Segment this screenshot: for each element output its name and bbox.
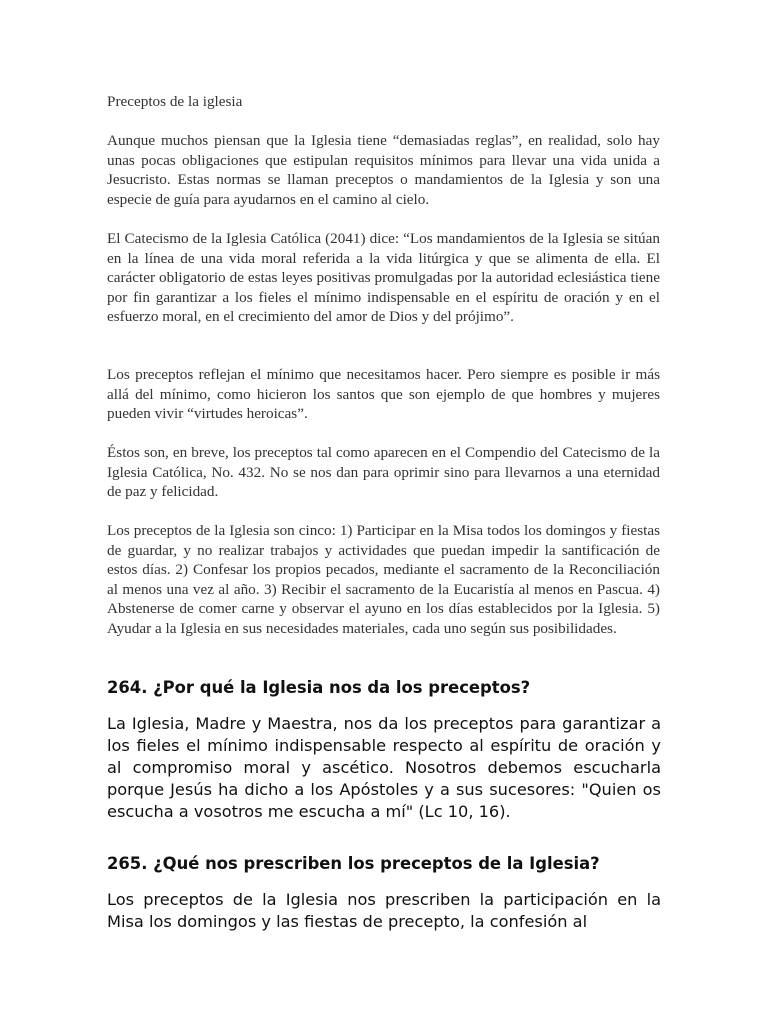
question-264-answer: La Iglesia, Madre y Maestra, nos da los preceptos para garantizar a los fieles el mínimo indispensable respecto al espíritu de oración y al compromiso moral y ascético. Nosotros debemos escucharla porque Jesús ha dicho a los Apóstoles y a sus sucesores: "Quien os escucha a vosotros me escucha a mí" (Lc 10, 16). bbox=[107, 714, 661, 821]
paragraph-cinco-preceptos: Los preceptos de la Iglesia son cinco: 1) Participar en la Misa todos los domingos y fiestas de guardar, y no realizar trabajos y actividades que puedan impedir la santificación de estos días. 2) Confesar los propios pecados, mediante el sacramento de la Reconciliación al menos una vez al año. 3) Recibir el sacramento de la Eucaristía al menos en Pascua. 4) Abstenerse de comer carne y observar el ayuno en los días establecidos por la Iglesia. 5) Ayudar a la Iglesia en sus necesidades materiales, cada uno según sus posibilidades. bbox=[107, 522, 660, 637]
question-265-heading: 265. ¿Qué nos prescriben los preceptos de la Iglesia? bbox=[107, 854, 600, 873]
paragraph-minimo: Los preceptos reflejan el mínimo que necesitamos hacer. Pero siempre es posible ir más allá del mínimo, como hicieron los santos que son ejemplo de que hombres y mujeres pueden vivir “virtudes heroicas”. bbox=[107, 366, 660, 423]
question-264-heading: 264. ¿Por qué la Iglesia nos da los preceptos? bbox=[107, 678, 531, 697]
question-265-answer: Los preceptos de la Iglesia nos prescriben la participación en la Misa los domingos y las fiestas de precepto, la confesión al bbox=[107, 890, 661, 931]
paragraph-catecismo-quote: El Catecismo de la Iglesia Católica (2041) dice: “Los mandamientos de la Iglesia se sitúan en la línea de una vida moral referida a la vida litúrgica y que se alimenta de ella. El carácter obligatorio de estas leyes positivas promulgadas por la autoridad eclesiástica tiene por fin garantizar a los fieles el mínimo indispensable en el espíritu de oración y en el esfuerzo moral, en el crecimiento del amor de Dios y del prójimo”. bbox=[107, 230, 660, 326]
paragraph-compendio: Éstos son, en breve, los preceptos tal como aparecen en el Compendio del Catecismo de la Iglesia Católica, No. 432. No se nos dan para oprimir sino para llevarnos a una eternidad de paz y felicidad. bbox=[107, 444, 660, 501]
paragraph-intro: Aunque muchos piensan que la Iglesia tiene “demasiadas reglas”, en realidad, solo hay unas pocas obligaciones que estipulan requisitos mínimos para llevar una vida unida a Jesucristo. Estas normas se llaman preceptos o mandamientos de la Iglesia y son una especie de guía para ayudarnos en el camino al cielo. bbox=[107, 132, 660, 208]
document-title: Preceptos de la iglesia bbox=[107, 93, 243, 110]
